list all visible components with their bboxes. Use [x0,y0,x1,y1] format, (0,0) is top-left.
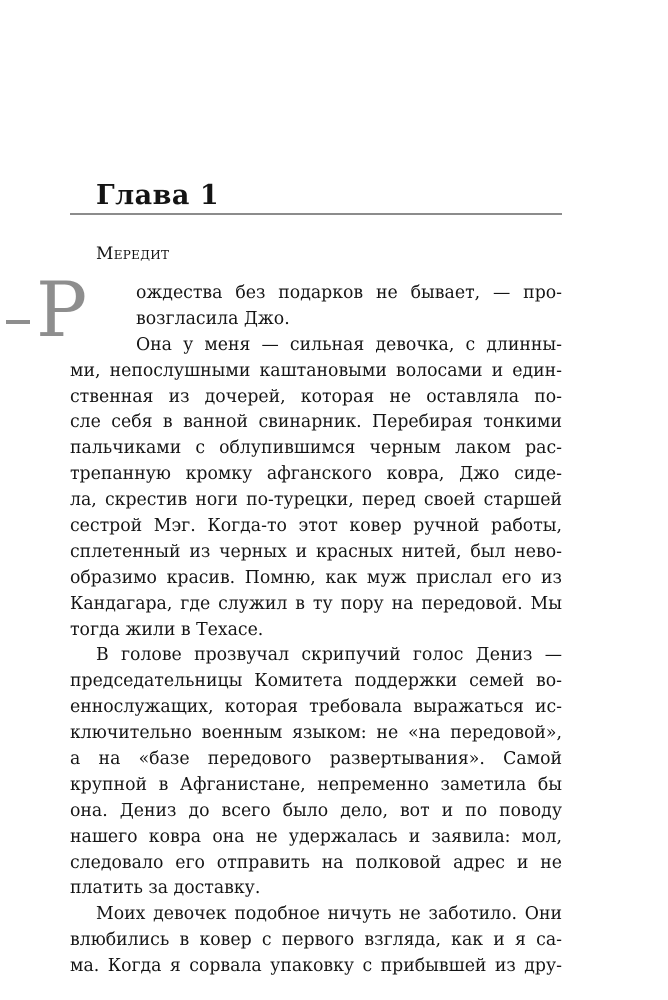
text-line: сле себя в ванной свинарник. Перебирая тонкими [70,412,562,433]
text-line: ственная из дочерей, которая не оставляла по- [70,386,562,407]
text-line: Она у меня — сильная девочка, с длинны- [136,334,562,355]
text-line: ла, скрестив ноги по-турецки, перед своей старшей [70,490,562,511]
text-line: пальчиками с облупившимся черным лаком рас- [70,438,562,459]
text-line: еннослужащих, которая требовала выражаться ис- [70,697,562,718]
text-line: она. Дениз до всего было дело, вот и по поводу [70,800,562,821]
text-line: ключительно военным языком: не «на передовой», [70,723,562,744]
text-line: Моих девочек подобное ничуть не заботило. Они [96,904,562,925]
chapter-divider [70,213,562,215]
text-line: тогда жили в Техасе. [70,619,264,640]
chapter-body [70,281,562,980]
text-line: сплетенный из черных и красных нитей, был нево- [70,541,562,562]
text-line: платить за доставку. [70,878,261,899]
text-line: сестрой Мэг. Когда-то этот ковер ручной работы, [70,516,562,537]
text-line: влюбились в ковер с первого взгляда, как и я са- [70,930,562,951]
text-line: ождества без подарков не бывает, — про- [136,283,562,303]
text-line: нашего ковра она не удержалась и заявила: мол, [70,826,562,847]
text-line: возгласила Джо. [136,308,290,329]
text-line: председательницы Комитета поддержки семей во- [70,671,562,692]
text-line: а на «базе передового развертывания». Самой [70,749,562,770]
text-line: ма. Когда я сорвала упаковку с прибывшей из дру- [70,956,562,977]
text-line: образимо красив. Помню, как муж прислал его из [70,567,562,588]
text-line: следовало его отправить на полковой адрес и не [70,852,562,873]
narrator-name: Мередит [96,244,170,264]
text-line: крупной в Афганистане, непременно заметила бы [70,774,562,795]
drop-cap-letter: Р [36,265,88,354]
text-line: Кандагара, где служил в ту пору на передовой. Мы [70,593,562,614]
dropcap-dash [6,320,30,324]
chapter-title: Глава 1 [96,180,220,211]
text-line: В голове прозвучал скрипучий голос Дениз — [96,645,562,666]
text-line: трепанную кромку афганского ковра, Джо сиде- [70,464,562,485]
text-line: ми, непослушными каштановыми волосами и един- [70,360,562,381]
